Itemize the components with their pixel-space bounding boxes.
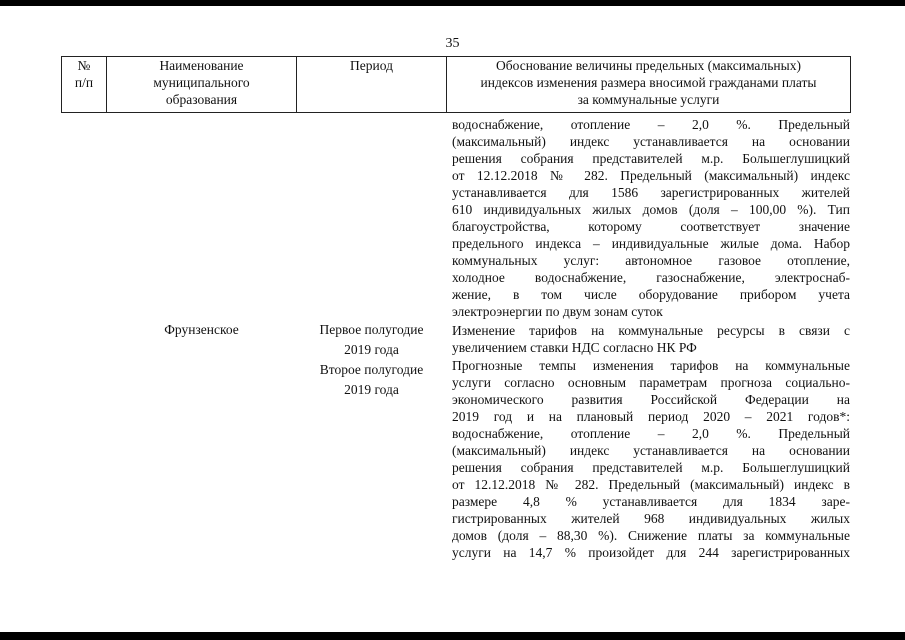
scan-top-edge	[0, 0, 905, 6]
justification-forecast: Прогнозные темпы изменения тарифов на коммунальные услуги согласно основным параметрам прогноза социально- экономического развития Российской Федерации на 2019 год и на плановый период 2020 – 2021 годов*: водоснабжение, отопление – 2,0 %. Предельный (максимальный) индекс устанавливается на основании решения собрания представителей м.р. Большеглушицкий от 12.12.2018 № 282. Предельный (максимальный) индекс в размере 4,8 % устанавливается для 1834 заре- гистрированных жителей 968 индивидуальных жилых домов (доля – 88,30 %). Снижение платы за коммунальные услуги на 14,7 % произойдет для 244 зарегистрированных	[452, 358, 850, 560]
justification-vat-change: Изменение тарифов на коммунальные ресурсы в связи с увеличением ставки НДС согласно НК РФ	[452, 323, 850, 355]
municipality-name: Фрунзенское	[164, 322, 239, 337]
header-num: № п/п	[74, 58, 94, 90]
period-cell: Первое полугодие 2019 года Второе полугодие 2019 года	[319, 322, 424, 397]
justification-block-continued: водоснабжение, отопление – 2,0 %. Предельный (максимальный) индекс устанавливается на основании решения собрания представителей м.р. Большеглушицкий от 12.12.2018 № 282. Предельный (максимальный) индекс устанавливается для 1586 зарегистрированных жителей 610 индивидуальных жилых домов (доля – 100,00 %). Тип благоустройства, которому соответствует значение предельного индекса – индивидуальные жилые дома. Набор коммунальных услуг: автономное газовое отопление, холодное водоснабжение, газоснабжение, электроснаб- жение, в том числе оборудование прибором учета электроэнергии по двум зонам суток	[452, 117, 850, 319]
header-municipality: Наименование муниципального образования	[153, 58, 250, 107]
header-period: Период	[350, 58, 393, 73]
page-number: 35	[445, 36, 460, 51]
header-justification: Обоснование величины предельных (максимальных) индексов изменения размера вносимой гражданами платы за коммунальные услуги	[480, 58, 817, 107]
scan-bottom-edge	[0, 632, 905, 640]
